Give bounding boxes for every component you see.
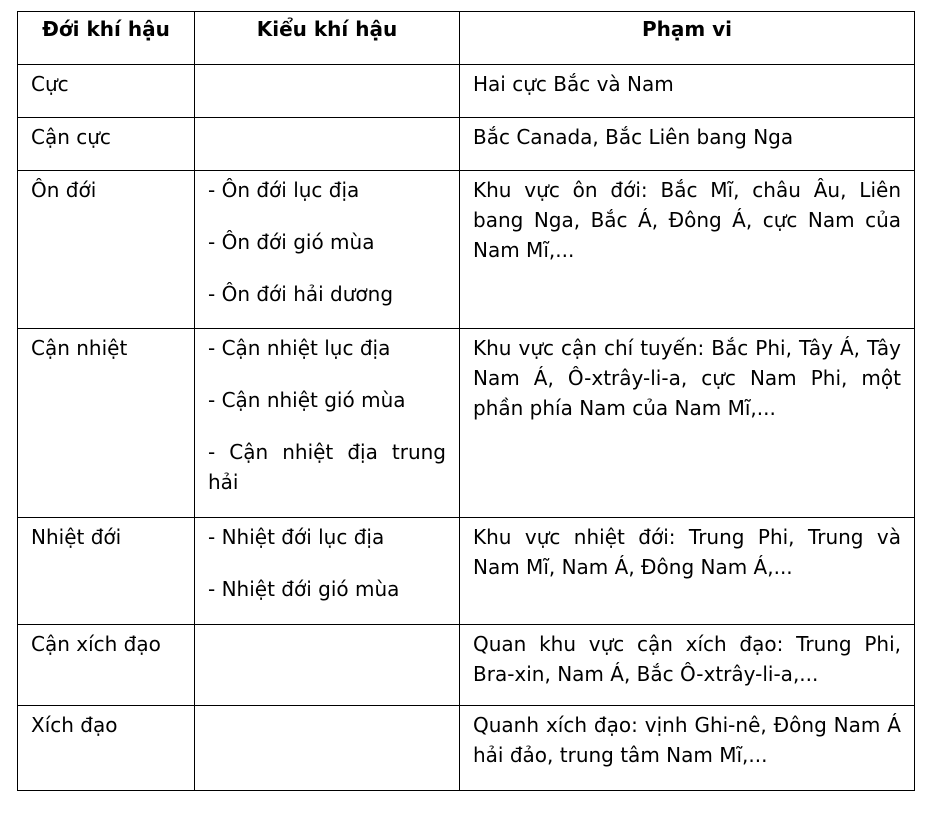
table-row (18, 329, 915, 518)
table-row (18, 518, 915, 625)
climate-type-item: - Cận nhiệt địa trung hải (208, 440, 446, 494)
table-row (18, 118, 915, 171)
header-climate-zone: Đới khí hậu (18, 12, 195, 65)
zone-cell: Nhiệt đới (18, 518, 195, 625)
scope-cell: Hai cực Bắc và Nam (460, 65, 915, 118)
climate-type-item: - Ôn đới lục địa (208, 178, 360, 202)
zone-cell: Cận xích đạo (18, 625, 195, 706)
types-cell (195, 706, 460, 791)
table-header-row (18, 12, 915, 65)
table-row (18, 706, 915, 791)
zone-cell: Ôn đới (18, 171, 195, 329)
types-cell (195, 118, 460, 171)
types-cell (195, 329, 460, 518)
climate-type-item: - Cận nhiệt lục địa (208, 336, 391, 360)
header-climate-type: Kiểu khí hậu (195, 12, 460, 65)
types-cell (195, 625, 460, 706)
scope-cell: Quanh xích đạo: vịnh Ghi-nê, Đông Nam Á hải đảo, trung tâm Nam Mĩ,... (460, 706, 915, 791)
zone-cell: Xích đạo (18, 706, 195, 791)
climate-type-item: - Ôn đới hải dương (208, 282, 394, 306)
table-row (18, 171, 915, 329)
climate-type-item: - Cận nhiệt gió mùa (208, 388, 406, 412)
types-cell (195, 65, 460, 118)
zone-cell: Cận cực (18, 118, 195, 171)
header-scope: Phạm vi (460, 12, 915, 65)
climate-type-item: - Nhiệt đới gió mùa (208, 577, 400, 601)
scope-cell: Bắc Canada, Bắc Liên bang Nga (460, 118, 915, 171)
climate-type-item: - Nhiệt đới lục địa (208, 525, 385, 549)
scope-cell: Khu vực ôn đới: Bắc Mĩ, châu Âu, Liên bang Nga, Bắc Á, Đông Á, cực Nam của Nam Mĩ,... (460, 171, 915, 329)
zone-cell: Cực (18, 65, 195, 118)
climate-type-item: - Ôn đới gió mùa (208, 230, 375, 254)
table-row (18, 625, 915, 706)
scope-cell: Khu vực cận chí tuyến: Bắc Phi, Tây Á, Tây Nam Á, Ô-xtrây-li-a, cực Nam Phi, một phần phía Nam của Nam Mĩ,... (460, 329, 915, 518)
types-cell (195, 518, 460, 625)
scope-cell: Khu vực nhiệt đới: Trung Phi, Trung và Nam Mĩ, Nam Á, Đông Nam Á,... (460, 518, 915, 625)
zone-cell: Cận nhiệt (18, 329, 195, 518)
scope-cell: Quan khu vực cận xích đạo: Trung Phi, Bra-xin, Nam Á, Bắc Ô-xtrây-li-a,... (460, 625, 915, 706)
types-cell (195, 171, 460, 329)
table-row (18, 65, 915, 118)
climate-zones-table (17, 11, 915, 791)
